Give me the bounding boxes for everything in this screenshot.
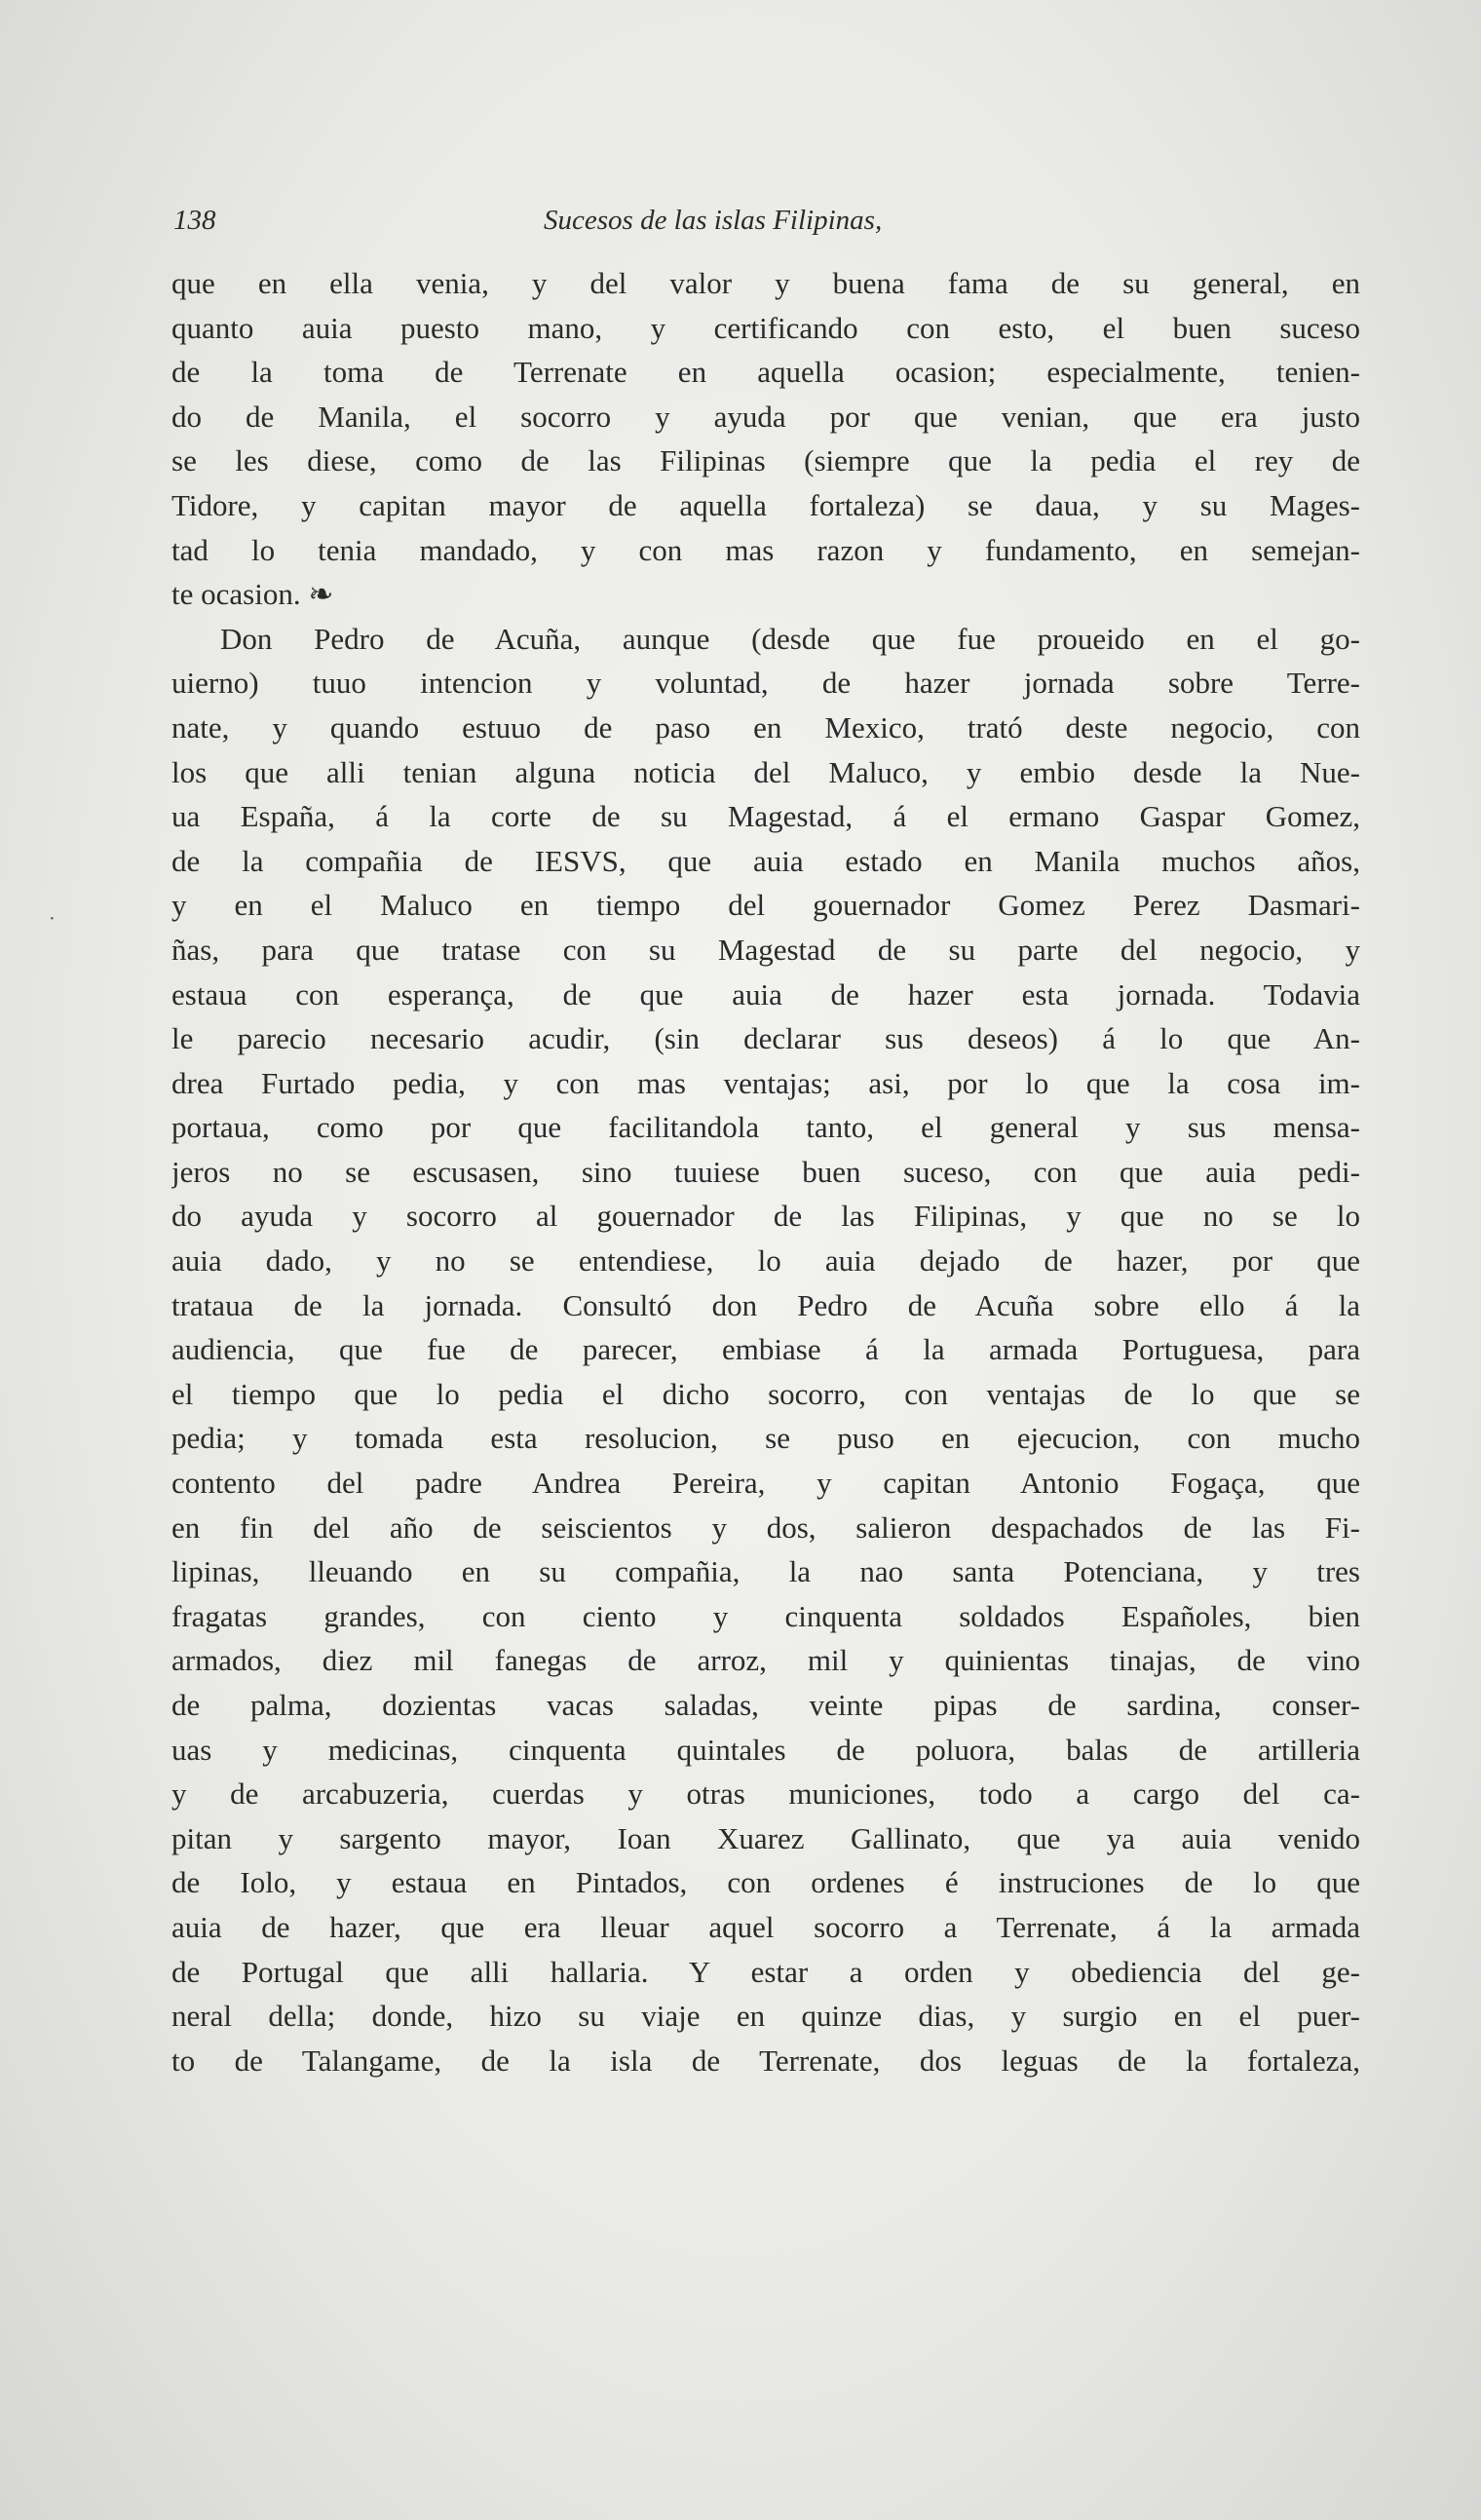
text-line: to de Talangame, de la isla de Terrenate, dos leguas de la fortaleza, (171, 2043, 1360, 2078)
text-line: que en ella venia, y del valor y buena fama de su general, en (171, 266, 1360, 300)
text-line: pedia; y tomada esta resolucion, se puso en ejecucion, con mucho (171, 1421, 1360, 1456)
text-line: le parecio necesario acudir, (sin declarar sus deseos) á lo que An- (171, 1021, 1360, 1056)
text-line: nate, y quando estuuo de paso en Mexico, trató deste negocio, con (171, 709, 1360, 745)
text-line: auia de hazer, que era lleuar aquel socorro a Terrenate, á la armada (171, 1909, 1360, 1944)
text-line: do de Manila, el socorro y ayuda por que venian, que era justo (171, 399, 1360, 434)
text-line: audiencia, que fue de parecer, embiase á la armada Portuguesa, para (171, 1332, 1360, 1367)
text-line: y de arcabuzeria, cuerdas y otras municiones, todo a cargo del ca- (171, 1776, 1360, 1812)
text-line: los que alli tenian alguna noticia del Maluco, y embio desde la Nue- (171, 754, 1360, 789)
text-line: contento del padre Andrea Pereira, y capitan Antonio Fogaça, que (171, 1466, 1360, 1501)
text-line: se les diese, como de las Filipinas (siempre que la pedia el rey de (171, 443, 1360, 478)
text-line: estaua con esperança, de que auia de hazer esta jornada. Todavia (171, 976, 1360, 1012)
text-line: uierno) tuuo intencion y voluntad, de hazer jornada sobre Terre- (171, 666, 1360, 701)
text-line: de palma, dozientas vacas saladas, veinte pipas de sardina, conser- (171, 1688, 1360, 1722)
text-line: de la toma de Terrenate en aquella ocasion; especialmente, tenien- (171, 355, 1360, 390)
text-line: Don Pedro de Acuña, aunque (desde que fue proueido en el go- (220, 621, 1360, 656)
text-line: ua España, á la corte de su Magestad, á el ermano Gaspar Gomez, (171, 799, 1360, 834)
text-line: drea Furtado pedia, y con mas ventajas; asi, por lo que la cosa im- (171, 1065, 1360, 1100)
text-line: trataua de la jornada. Consultó don Pedro de Acuña sobre ello á la (171, 1287, 1360, 1322)
text-line: portaua, como por que facilitandola tanto, el general y sus mensa- (171, 1110, 1360, 1145)
running-title: Sucesos de las islas Filipinas, (544, 205, 883, 236)
text-line: el tiempo que lo pedia el dicho socorro, con ventajas de lo que se (171, 1376, 1360, 1411)
body-text (171, 261, 1360, 2082)
text-line: armados, diez mil fanegas de arroz, mil y quinientas tinajas, de vino (171, 1643, 1360, 1678)
text-line: de Iolo, y estaua en Pintados, con ordenes é instruciones de lo que (171, 1865, 1360, 1900)
text-line: Tidore, y capitan mayor de aquella fortaleza) se daua, y su Mages- (171, 487, 1360, 522)
text-line: uas y medicinas, cinquenta quintales de poluora, balas de artilleria (171, 1732, 1360, 1767)
margin-mark: · (49, 908, 56, 930)
text-line: de la compañia de IESVS, que auia estado en Manila muchos años, (171, 843, 1360, 878)
text-line: de Portugal que alli hallaria. Y estar a orden y obediencia del ge- (171, 1954, 1360, 1989)
page-number: 138 (173, 205, 216, 236)
text-line: fragatas grandes, con ciento y cinquenta soldados Españoles, bien (171, 1598, 1360, 1633)
text-line: quanto auia puesto mano, y certificando con esto, el buen suceso (171, 310, 1360, 345)
text-line: y en el Maluco en tiempo del gouernador Gomez Perez Dasmari- (171, 888, 1360, 923)
text-line: do ayuda y socorro al gouernador de las Filipinas, y que no se lo (171, 1199, 1360, 1234)
text-line: te ocasion. ❧ (171, 577, 334, 612)
text-line: tad lo tenia mandado, y con mas razon y fundamento, en semejan- (171, 532, 1360, 567)
text-line: auia dado, y no se entendiese, lo auia dejado de hazer, por que (171, 1243, 1360, 1279)
text-line: jeros no se escusasen, sino tuuiese buen suceso, con que auia pedi- (171, 1154, 1360, 1189)
text-line: neral della; donde, hizo su viaje en quinze dias, y surgio en el puer- (171, 1999, 1360, 2034)
text-line: en fin del año de seiscientos y dos, salieron despachados de las Fi- (171, 1509, 1360, 1545)
text-line: ñas, para que tratase con su Magestad de su parte del negocio, y (171, 932, 1360, 967)
text-line: pitan y sargento mayor, Ioan Xuarez Gallinato, que ya auia venido (171, 1820, 1360, 1855)
text-line: lipinas, lleuando en su compañia, la nao santa Potenciana, y tres (171, 1554, 1360, 1589)
page-header (173, 205, 1357, 253)
